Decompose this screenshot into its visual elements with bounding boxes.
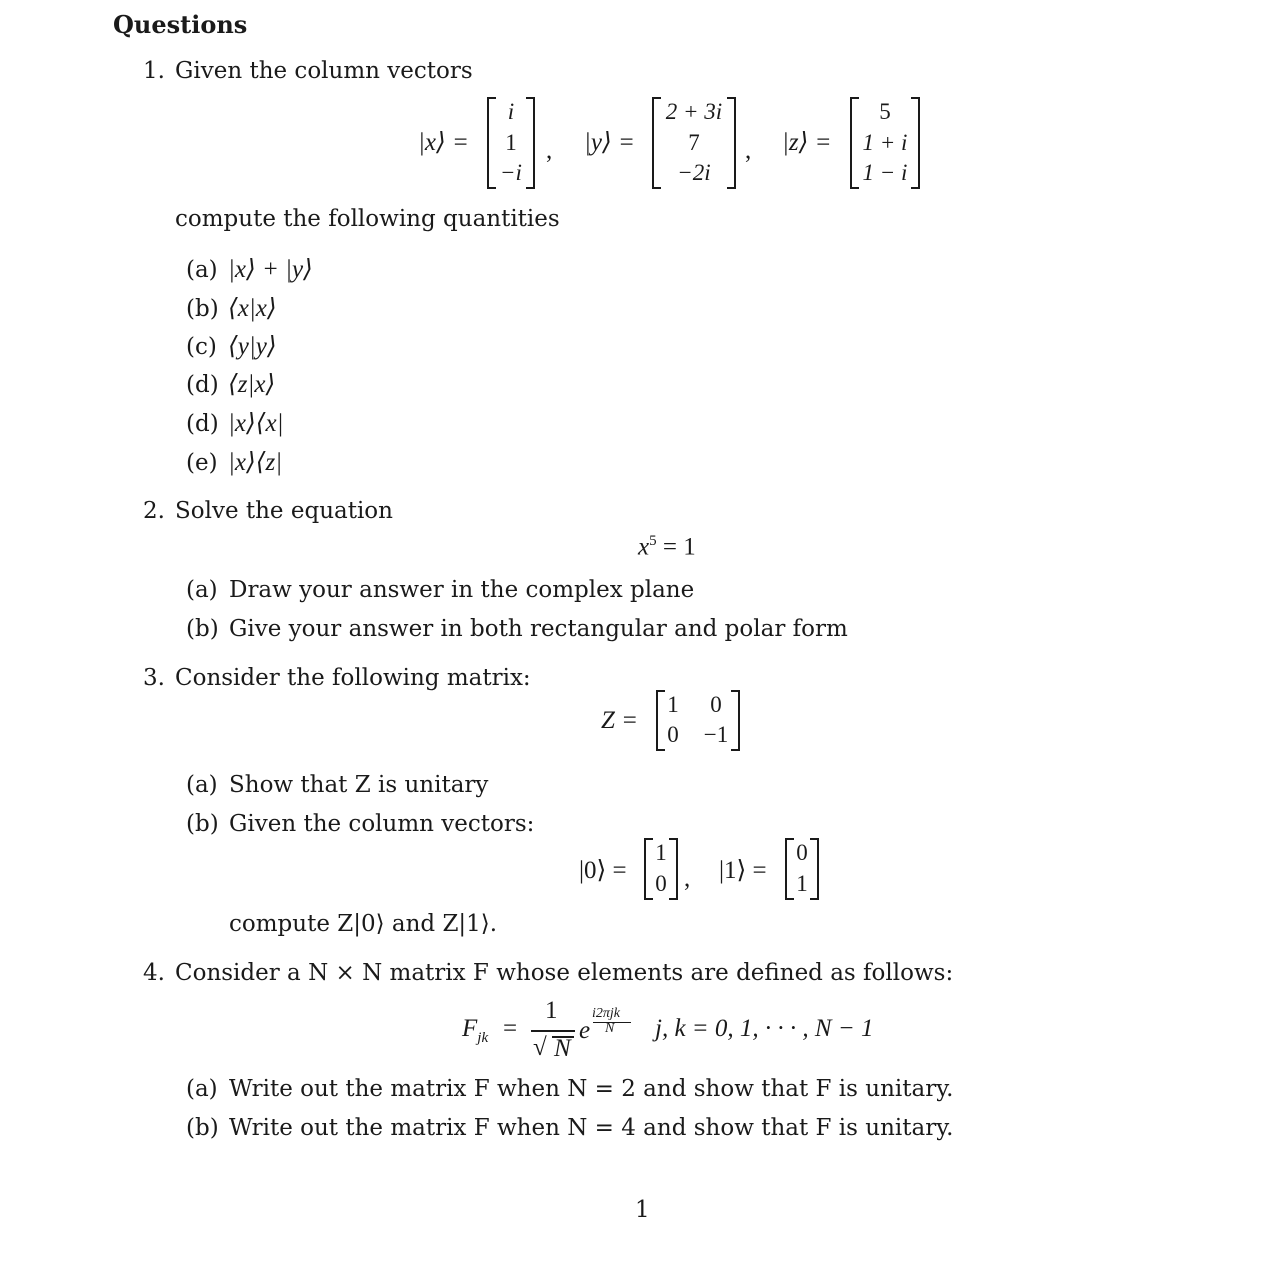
q4-F-subscript: jk	[477, 1030, 489, 1046]
q2-eq-rest: = 1	[656, 533, 696, 561]
q3-Z-entry: −1	[703, 722, 729, 747]
q4-part-text: Write out the matrix F when N = 2 and show that F is unitary.	[229, 1076, 954, 1102]
comma: ,	[546, 137, 553, 164]
q4-exp-denominator: N	[605, 1021, 615, 1036]
q1-part-expr: |x⟩⟨z|	[228, 449, 283, 476]
q1-y-entry: −2i	[677, 160, 711, 185]
q1-y-vector	[652, 97, 736, 189]
q1-part-label: (d)	[186, 372, 219, 398]
q1-z-entry: 1 − i	[862, 160, 908, 185]
q1-compute-text: compute the following quantities	[175, 206, 560, 232]
q4-range: j, k = 0, 1, · · · , N − 1	[655, 1015, 874, 1042]
q1-part-label: (b)	[186, 296, 219, 322]
q1-part-expr: ⟨z|x⟩	[228, 371, 276, 398]
q3-part-text: Given the column vectors:	[229, 811, 535, 837]
q1-x-entry: i	[507, 99, 515, 124]
q3-ket0-vector	[644, 838, 678, 900]
q2-eq-base: x	[638, 533, 650, 561]
q4-part-label: (a)	[186, 1076, 218, 1102]
q4-e: e	[579, 1017, 591, 1044]
q3-Z-entry: 0	[710, 692, 722, 717]
q3-Z-label: Z =	[601, 707, 639, 734]
comma: ,	[684, 865, 691, 892]
q2-part-text: Draw your answer in the complex plane	[229, 577, 695, 603]
q1-part-label: (e)	[186, 450, 218, 476]
q1-x-label: |x⟩ =	[418, 129, 469, 156]
q3-compute-text: compute Z|0⟩ and Z|1⟩.	[229, 911, 498, 937]
q4-intro: Consider a N × N matrix F whose elements are defined as follows:	[175, 960, 954, 986]
q4-part-text: Write out the matrix F when N = 4 and show that F is unitary.	[229, 1115, 954, 1141]
q3-ket0-label: |0⟩ =	[579, 857, 627, 884]
q1-intro: Given the column vectors	[175, 58, 473, 84]
q1-part-label: (a)	[186, 257, 218, 283]
q1-z-entry: 1 + i	[862, 130, 908, 155]
q1-part-expr: ⟨x|x⟩	[228, 295, 277, 322]
q1-y-entry: 7	[688, 130, 700, 155]
section-title: Questions	[113, 10, 248, 39]
q3-ket1-entry: 1	[796, 871, 808, 896]
q1-y-label: |y⟩ =	[584, 129, 635, 156]
q3-ket1-vector	[785, 838, 819, 900]
q2-equation	[638, 526, 696, 562]
q4-exp-numerator: i2πjk	[592, 1006, 621, 1021]
q3-part-label: (a)	[186, 772, 218, 798]
q2-number: 2.	[143, 498, 165, 524]
q3-intro: Consider the following matrix:	[175, 665, 531, 691]
q4-F-symbol: F	[462, 1015, 478, 1042]
q1-number: 1.	[143, 58, 165, 84]
q3-ket0-entry: 0	[655, 871, 667, 896]
q2-intro: Solve the equation	[175, 498, 393, 524]
q2-part-text: Give your answer in both rectangular and polar form	[229, 616, 848, 642]
q2-eq-exponent: 5	[649, 533, 657, 549]
q3-part-label: (b)	[186, 811, 219, 837]
q1-y-entry: 2 + 3i	[665, 99, 723, 124]
q3-Z-entry: 0	[667, 722, 679, 747]
q3-ket1-entry: 0	[796, 840, 808, 865]
q3-ket1-label: |1⟩ =	[719, 857, 767, 884]
q4-sqrt-sign: √	[533, 1034, 547, 1061]
q2-part-label: (b)	[186, 616, 219, 642]
q1-part-expr: ⟨y|y⟩	[228, 333, 277, 360]
q1-x-vector	[487, 97, 535, 189]
q4-equals: =	[503, 1015, 518, 1042]
q1-x-entry: −i	[500, 160, 522, 185]
q3-Z-matrix	[656, 690, 740, 751]
q3-number: 3.	[143, 665, 165, 691]
q4-fraction-bar	[531, 1030, 575, 1032]
q1-z-label: |z⟩ =	[782, 129, 832, 156]
q1-x-entry: 1	[505, 130, 517, 155]
q4-number: 4.	[143, 960, 165, 986]
q4-sqrt-N: N	[554, 1035, 571, 1062]
q4-numerator: 1	[545, 997, 558, 1024]
q3-ket0-entry: 1	[655, 840, 667, 865]
q4-F-element	[462, 1014, 488, 1053]
q1-z-entry: 5	[879, 99, 891, 124]
q4-part-label: (b)	[186, 1115, 219, 1141]
q1-part-label: (d)	[186, 411, 219, 437]
comma: ,	[745, 137, 752, 164]
q3-part-text: Show that Z is unitary	[229, 772, 489, 798]
q2-part-label: (a)	[186, 577, 218, 603]
q1-part-label: (c)	[186, 334, 217, 360]
q1-z-vector	[850, 97, 920, 189]
q1-part-expr: |x⟩ + |y⟩	[228, 256, 313, 283]
page-number: 1	[635, 1197, 650, 1223]
q3-Z-entry: 1	[667, 692, 679, 717]
q1-part-expr: |x⟩⟨x|	[228, 410, 284, 437]
